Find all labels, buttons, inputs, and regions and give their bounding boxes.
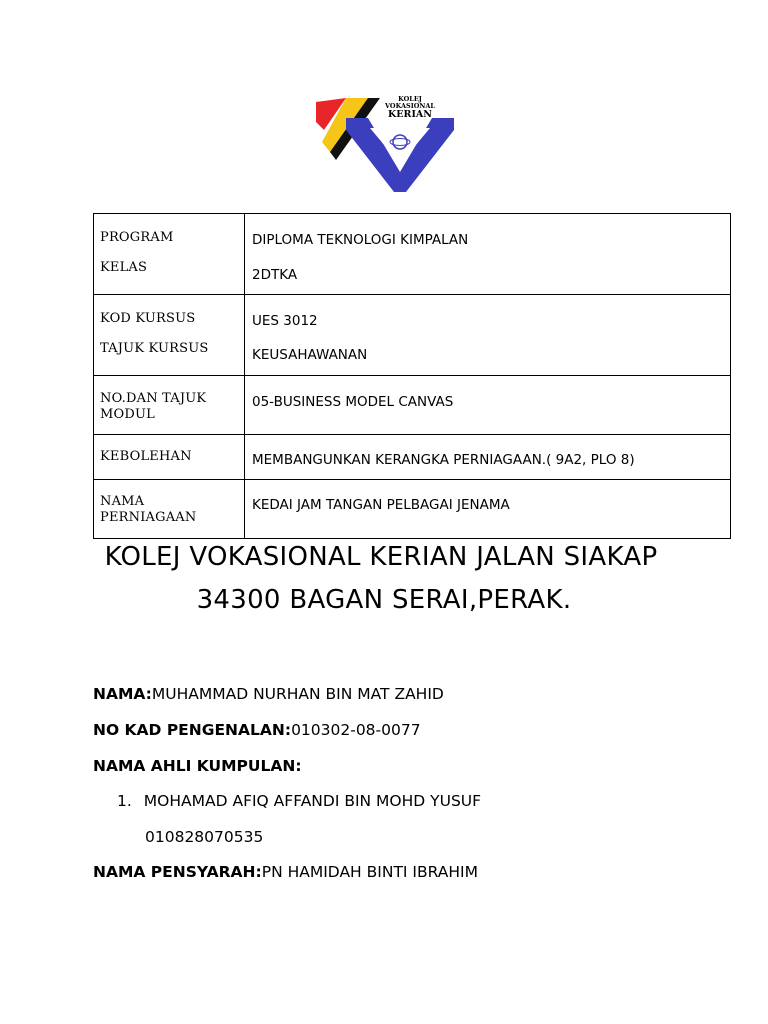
ic-line	[93, 721, 421, 739]
label-cell	[94, 214, 245, 295]
ahli-kumpulan-label: NAMA AHLI KUMPULAN:	[93, 757, 302, 775]
member-name: MOHAMAD AFIQ AFFANDI BIN MOHD YUSUF	[143, 792, 482, 810]
label-cell	[94, 480, 245, 539]
pensyarah-label: NAMA PENSYARAH:	[93, 863, 262, 881]
logo-text-kerian: KERIAN	[388, 109, 432, 120]
value-nama-perniagaan: KEDAI JAM TANGAN PELBAGAI JENAMA	[252, 497, 510, 513]
label-kod-kursus: KOD KURSUS	[100, 311, 196, 326]
label-cell	[94, 435, 245, 480]
address-line-2: 34300 BAGAN SERAI,PERAK.	[196, 585, 572, 615]
logo-text-vokasional: VOKASIONAL	[385, 102, 435, 110]
ahli-kumpulan-line	[93, 757, 302, 775]
value-cell	[245, 214, 731, 295]
pensyarah-value: PN HAMIDAH BINTI IBRAHIM	[261, 863, 478, 881]
nama-label: NAMA:	[93, 685, 152, 703]
value-cell	[245, 435, 731, 480]
kolej-vokasional-kerian-logo	[306, 88, 464, 198]
table-row-nama-perniagaan	[94, 480, 731, 539]
label-modul: NO.DAN TAJUK MODUL	[100, 391, 207, 422]
label-cell	[94, 295, 245, 376]
ic-value: 010302-08-0077	[291, 721, 421, 739]
label-kebolehan: KEBOLEHAN	[100, 449, 192, 464]
logo-text-kolej: KOLEJ	[398, 95, 422, 103]
address-line-1: KOLEJ VOKASIONAL KERIAN JALAN SIAKAP	[104, 542, 658, 572]
value-kod-kursus: UES 3012	[252, 313, 318, 329]
pensyarah-line	[93, 863, 478, 881]
nama-line	[93, 685, 444, 703]
label-tajuk-kursus: TAJUK KURSUS	[100, 341, 209, 356]
value-cell	[245, 376, 731, 435]
ic-label: NO KAD PENGENALAN:	[93, 721, 292, 739]
nama-value: MUHAMMAD NURHAN BIN MAT ZAHID	[151, 685, 444, 703]
label-cell	[94, 376, 245, 435]
table-row-kebolehan	[94, 435, 731, 480]
label-program: PROGRAM	[100, 230, 174, 245]
label-nama-perniagaan: NAMA PERNIAGAAN	[100, 494, 197, 525]
value-kelas: 2DTKA	[252, 267, 298, 283]
value-program: DIPLOMA TEKNOLOGI KIMPALAN	[252, 232, 469, 248]
value-tajuk-kursus: KEUSAHAWANAN	[252, 347, 368, 363]
member-number: 1.	[117, 792, 132, 810]
course-info-table	[93, 213, 731, 539]
member-list-item	[117, 792, 481, 810]
value-cell	[245, 295, 731, 376]
value-modul: 05-BUSINESS MODEL CANVAS	[252, 394, 454, 410]
member-id: 010828070535	[145, 828, 264, 846]
value-cell	[245, 480, 731, 539]
value-kebolehan: MEMBANGUNKAN KERANGKA PERNIAGAAN.( 9A2, PLO 8)	[252, 452, 635, 468]
table-row-program	[94, 214, 731, 295]
table-row-modul	[94, 376, 731, 435]
label-kelas: KELAS	[100, 260, 148, 275]
table-row-kursus	[94, 295, 731, 376]
